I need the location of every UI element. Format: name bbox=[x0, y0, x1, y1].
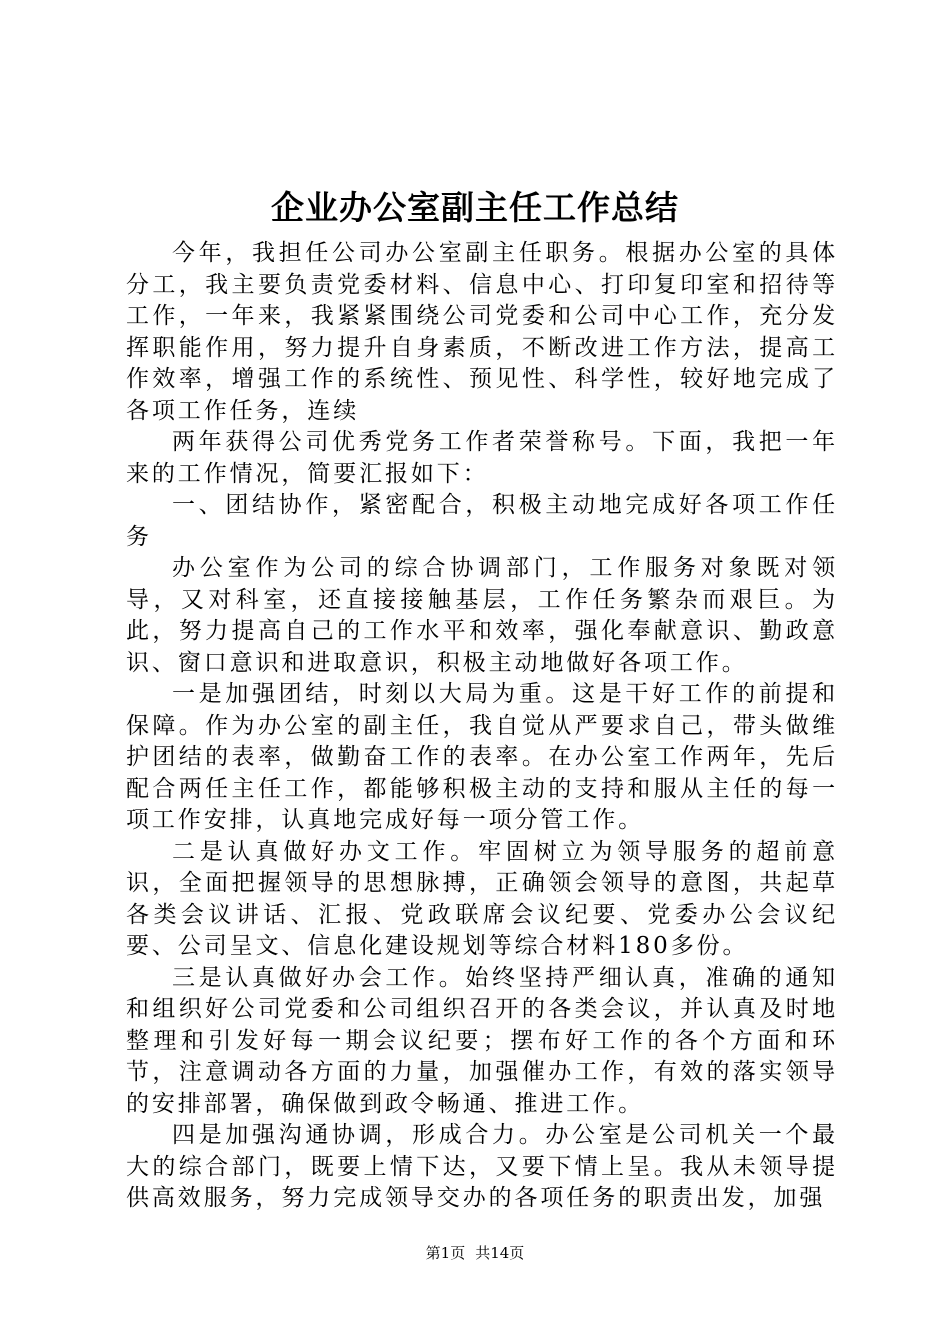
page-number: 第1页 bbox=[425, 1244, 466, 1262]
paragraph-meetings: 三是认真做好办会工作。始终坚持严细认真，准确的通知和组织好公司党委和公司组织召开的各类会议，并认真及时地整理和引发好每一期会议纪要；摆布好工作的各个方面和环节，注意调动各方面的力量，加强催办工作，有效的落实领导的安排部署，确保做到政令畅通、推进工作。 bbox=[126, 964, 838, 1117]
document-title: 企业办公室副主任工作总结 bbox=[271, 188, 679, 227]
page-total: 共14页 bbox=[475, 1244, 525, 1262]
paragraph-intro-continued: 两年获得公司优秀党务工作者荣誉称号。下面，我把一年来的工作情况，简要汇报如下： bbox=[126, 429, 838, 487]
document-body bbox=[126, 238, 838, 1215]
paragraph-intro: 今年，我担任公司办公室副主任职务。根据办公室的具体分工，我主要负责党委材料、信息中心、打印复印室和招待等工作，一年来，我紧紧围绕公司党委和公司中心工作，充分发挥职能作用，努力提升自身素质，不断改进工作方法，提高工作效率，增强工作的系统性、预见性、科学性，较好地完成了各项工作任务，连续 bbox=[126, 240, 838, 424]
paragraph-coordination: 四是加强沟通协调，形成合力。办公室是公司机关一个最大的综合部门，既要上情下达，又要下情上呈。我从未领导提供高效服务，努力完成领导交办的各项任务的职责出发，加强 bbox=[126, 1122, 838, 1211]
paragraph-documents: 二是认真做好办文工作。牢固树立为领导服务的超前意识，全面把握领导的思想脉搏，正确领会领导的意图，共起草各类会议讲话、汇报、党政联席会议纪要、党委办公会议纪要、公司呈文、信息化建设规划等综合材料180多份。 bbox=[126, 838, 838, 959]
page-footer bbox=[0, 1243, 950, 1263]
section-heading-1: 一、团结协作，紧密配合，积极主动地完成好各项工作任务 bbox=[126, 492, 838, 550]
paragraph-unity: 一是加强团结，时刻以大局为重。这是干好工作的前提和保障。作为办公室的副主任，我自觉从严要求自己，带头做维护团结的表率，做勤奋工作的表率。在办公室工作两年，先后配合两任主任工作，都能够积极主动的支持和服从主任的每一项工作安排，认真地完成好每一项分管工作。 bbox=[126, 681, 838, 833]
paragraph-office-role: 办公室作为公司的综合协调部门，工作服务对象既对领导，又对科室，还直接接触基层，工作任务繁杂而艰巨。为此，努力提高自己的工作水平和效率，强化奉献意识、勤政意识、窗口意识和进取意识，积极主动地做好各项工作。 bbox=[126, 555, 838, 676]
